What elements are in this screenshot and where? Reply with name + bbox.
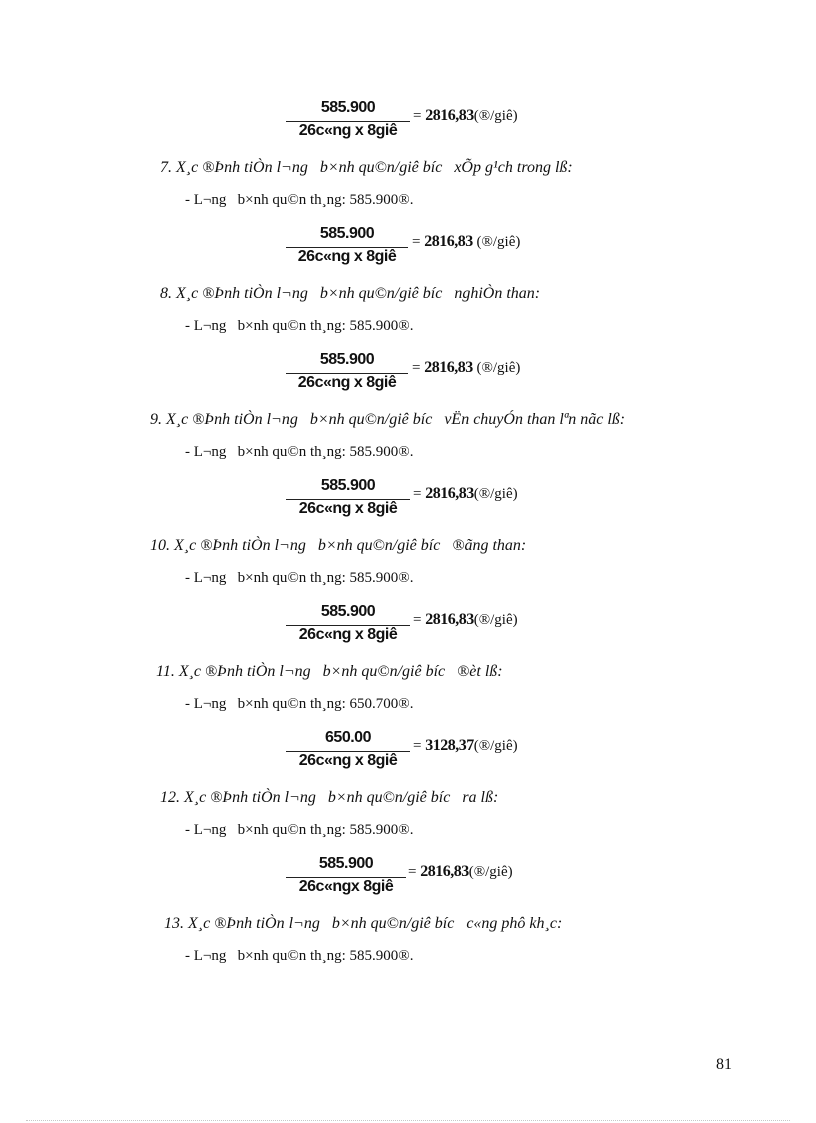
section-heading: 11. X¸c ®Þnh tiÒn l¬ng b×nh qu©n/giê bíc ®èt lß: bbox=[156, 663, 503, 680]
formula-result: = 3128,37(®/giê) bbox=[413, 737, 518, 754]
formula-denominator: 26c«ng x 8giê bbox=[298, 122, 398, 139]
wage-formula bbox=[286, 855, 556, 899]
section-heading: 13. X¸c ®Þnh tiÒn l¬ng b×nh qu©n/giê bíc c«ng phô kh¸c: bbox=[164, 915, 563, 932]
wage-formula bbox=[286, 225, 556, 269]
formula-denominator: 26c«ng x 8giê bbox=[298, 752, 398, 769]
footer-divider bbox=[26, 1120, 790, 1121]
formula-numerator: 585.900 bbox=[320, 603, 376, 620]
wage-formula bbox=[286, 729, 556, 773]
result-unit: (®/giê) bbox=[473, 108, 518, 124]
result-unit: (®/giê) bbox=[473, 738, 518, 754]
section-heading: 7. X¸c ®Þnh tiÒn l¬ng b×nh qu©n/giê bíc xÕp g¹ch trong lß: bbox=[160, 159, 573, 176]
result-unit: (®/giê) bbox=[468, 864, 513, 880]
monthly-salary-line: - L¬ng b×nh qu©n th¸ng: 585.900®. bbox=[185, 822, 414, 838]
monthly-salary-line: - L¬ng b×nh qu©n th¸ng: 585.900®. bbox=[185, 318, 414, 334]
page-number: 81 bbox=[716, 1056, 732, 1073]
formula-denominator: 26c«ng x 8giê bbox=[298, 500, 398, 517]
wage-formula bbox=[286, 99, 556, 143]
monthly-salary-line: - L¬ng b×nh qu©n th¸ng: 585.900®. bbox=[185, 192, 414, 208]
result-value: 2816,83 bbox=[425, 107, 474, 124]
wage-formula bbox=[286, 351, 556, 395]
formula-denominator: 26c«ng x 8giê bbox=[297, 374, 397, 391]
section-heading: 10. X¸c ®Þnh tiÒn l¬ng b×nh qu©n/giê bíc ®ãng than: bbox=[150, 537, 527, 554]
result-value: 3128,37 bbox=[425, 737, 474, 754]
monthly-salary-line: - L¬ng b×nh qu©n th¸ng: 585.900®. bbox=[185, 948, 414, 964]
wage-formula bbox=[286, 603, 556, 647]
formula-denominator: 26c«ngx 8giê bbox=[298, 878, 394, 895]
result-value: 2816,83 bbox=[425, 611, 474, 628]
result-value: 2816,83 bbox=[424, 359, 473, 376]
formula-denominator: 26c«ng x 8giê bbox=[298, 626, 398, 643]
result-value: 2816,83 bbox=[420, 863, 469, 880]
result-value: 2816,83 bbox=[424, 233, 473, 250]
monthly-salary-line: - L¬ng b×nh qu©n th¸ng: 585.900®. bbox=[185, 444, 414, 460]
formula-result: = 2816,83(®/giê) bbox=[408, 863, 513, 880]
section-heading: 8. X¸c ®Þnh tiÒn l¬ng b×nh qu©n/giê bíc nghiÒn than: bbox=[160, 285, 541, 302]
formula-result: = 2816,83(®/giê) bbox=[413, 485, 518, 502]
formula-result: = 2816,83(®/giê) bbox=[413, 611, 518, 628]
monthly-salary-line: - L¬ng b×nh qu©n th¸ng: 650.700®. bbox=[185, 696, 414, 712]
formula-denominator: 26c«ng x 8giê bbox=[297, 248, 397, 265]
formula-numerator: 585.900 bbox=[318, 855, 374, 872]
formula-numerator: 585.900 bbox=[319, 351, 375, 368]
result-unit: (®/giê) bbox=[476, 234, 521, 250]
formula-result: = 2816,83(®/giê) bbox=[413, 107, 518, 124]
formula-numerator: 585.900 bbox=[320, 477, 376, 494]
section-heading: 12. X¸c ®Þnh tiÒn l¬ng b×nh qu©n/giê bíc ra lß: bbox=[160, 789, 499, 806]
result-unit: (®/giê) bbox=[473, 612, 518, 628]
result-unit: (®/giê) bbox=[476, 360, 521, 376]
wage-formula bbox=[286, 477, 556, 521]
result-value: 2816,83 bbox=[425, 485, 474, 502]
result-unit: (®/giê) bbox=[473, 486, 518, 502]
formula-result: = 2816,83 (®/giê) bbox=[412, 359, 521, 376]
formula-numerator: 585.900 bbox=[320, 99, 376, 116]
formula-numerator: 585.900 bbox=[319, 225, 375, 242]
formula-result: = 2816,83 (®/giê) bbox=[412, 233, 521, 250]
monthly-salary-line: - L¬ng b×nh qu©n th¸ng: 585.900®. bbox=[185, 570, 414, 586]
formula-numerator: 650.00 bbox=[325, 729, 371, 746]
section-heading: 9. X¸c ®Þnh tiÒn l¬ng b×nh qu©n/giê bíc vËn chuyÓn than lªn nãc lß: bbox=[150, 411, 626, 428]
